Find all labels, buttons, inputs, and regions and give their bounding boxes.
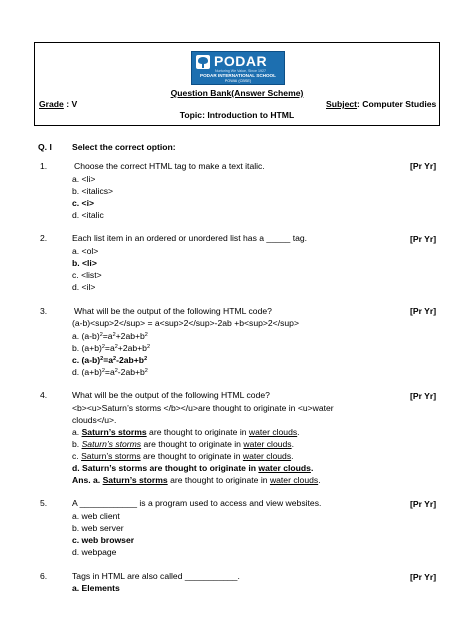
q4-answer-period: . <box>318 475 321 485</box>
q1-tag: [Pr Yr] <box>410 161 437 171</box>
q3-a-sup2: 2 <box>112 332 116 338</box>
q4-number: 4. <box>40 390 48 400</box>
q1-option-d: d. <italic <box>72 210 104 220</box>
q6-number: 6. <box>40 571 48 581</box>
q3-option-c-correct <box>72 355 147 366</box>
q4-answer-mid: are thought to originate in <box>167 475 270 485</box>
section-number: Q. I <box>38 142 52 152</box>
q4-d-prefix: d. <box>72 463 83 473</box>
q3-a-eq: =a <box>102 331 113 341</box>
q3-d-eq: =a <box>104 367 115 377</box>
q3-c-mid: -2ab+b <box>116 355 145 365</box>
q3-a-mid: +2ab+b <box>115 331 145 341</box>
q4-c-place: water clouds <box>242 451 292 461</box>
q3-option-b <box>72 343 150 354</box>
q1-option-c-correct: c. <i> <box>72 198 94 208</box>
q4-answer-place: water clouds <box>269 475 319 485</box>
q4-d-mid: are thought to originate in <box>147 463 259 473</box>
q4-d-subject: Saturn’s storms <box>82 463 148 473</box>
q5-option-d: d. webpage <box>72 547 117 557</box>
q4-text: What will be the output of the following HTML code? <box>72 390 270 400</box>
q3-option-d <box>72 367 148 378</box>
q3-d-sup1: 2 <box>101 368 105 374</box>
q3-b-sup2: 2 <box>114 344 118 350</box>
q2-number: 2. <box>40 233 48 243</box>
q1-number: 1. <box>40 161 48 171</box>
q4-answer <box>72 475 321 486</box>
q3-a-sup1: 2 <box>99 332 103 338</box>
logo-tagline: Nurturing We Value, Since 1927 <box>215 69 267 73</box>
q4-b-period: . <box>291 439 294 449</box>
q4-c-subject: Saturn’s storms <box>81 451 141 461</box>
q4-a-subject: Saturn’s storms <box>81 427 147 437</box>
q4-option-c <box>72 451 294 462</box>
q4-a-mid: are thought to originate in <box>146 427 249 437</box>
q3-c-term: c. (a-b) <box>72 355 101 365</box>
q4-b-subject: Saturn’s storms <box>81 439 142 449</box>
q3-tag: [Pr Yr] <box>410 306 437 316</box>
q3-c-sup2: 2 <box>113 356 117 362</box>
q3-b-sup3: 2 <box>146 344 151 350</box>
q5-tag: [Pr Yr] <box>410 499 437 509</box>
q2-text: Each list item in an ordered or unordered list has a _____ tag. <box>72 233 308 243</box>
q3-b-term: b. (a+b) <box>72 343 102 353</box>
q4-b-prefix: b. <box>72 439 82 449</box>
logo-name: PODAR <box>214 53 268 69</box>
q3-b-eq: =a <box>104 343 115 353</box>
q3-code: (a-b)<sup>2</sup> = a<sup>2</sup>-2ab +b<sup>2</sup> <box>72 318 299 328</box>
q3-option-a <box>72 331 148 342</box>
q2-option-b-correct: b. <li> <box>72 258 97 268</box>
q4-answer-subject: Saturn’s storms <box>102 475 168 485</box>
subject-label: Subject <box>326 99 358 109</box>
q4-c-prefix: c. <box>72 451 82 461</box>
q3-b-sup1: 2 <box>101 344 105 350</box>
logo-location: POWAI (CBSE) <box>224 79 252 83</box>
q4-tag: [Pr Yr] <box>410 391 437 401</box>
q3-number: 3. <box>40 306 48 316</box>
q4-option-d <box>72 463 313 474</box>
q3-c-sup3: 2 <box>144 356 148 362</box>
subject-value: : Computer Studies <box>357 99 437 109</box>
q6-option-a-correct: a. Elements <box>72 583 120 593</box>
q4-d-place: water clouds <box>258 463 311 473</box>
q6-text: Tags in HTML are also called ___________. <box>72 571 240 581</box>
grade-value: : V <box>63 99 78 109</box>
section-instruction: Select the correct option: <box>72 142 176 152</box>
q4-a-period: . <box>297 427 300 437</box>
q3-a-term: a. (a-b) <box>72 331 100 341</box>
q5-number: 5. <box>40 498 48 508</box>
q4-c-period: . <box>291 451 294 461</box>
q3-d-term: d. (a+b) <box>72 367 102 377</box>
q5-option-c-correct: c. web browser <box>72 535 135 545</box>
q3-a-sup3: 2 <box>144 332 148 338</box>
q4-c-mid: are thought to originate in <box>140 451 243 461</box>
q1-text: Choose the correct HTML tag to make a text italic. <box>74 161 265 171</box>
q4-code-line2: clouds</u>. <box>72 415 117 425</box>
q3-d-sup3: 2 <box>144 368 148 374</box>
q4-answer-prefix: Ans. a. <box>72 475 103 485</box>
q4-code-line1: <b><u>Saturn’s storms </b></u>are thought to originate in <u>water <box>72 403 334 413</box>
q4-b-mid: are thought to originate in <box>141 439 244 449</box>
subject-line <box>326 99 436 110</box>
q3-text: What will be the output of the following HTML code? <box>74 306 272 316</box>
q4-option-b <box>72 439 294 450</box>
q5-option-a: a. web client <box>72 511 120 521</box>
grade-line <box>39 99 77 110</box>
q3-c-sup1: 2 <box>100 356 104 362</box>
topic-line: Topic: Introduction to HTML <box>179 110 295 120</box>
school-logo <box>191 51 285 85</box>
q4-option-a <box>72 427 300 438</box>
tree-icon <box>196 55 210 69</box>
q5-text: A ____________ is a program used to access and view websites. <box>72 498 322 508</box>
q3-c-eq: =a <box>103 355 114 365</box>
q2-tag: [Pr Yr] <box>410 234 437 244</box>
q4-a-prefix: a. <box>72 427 82 437</box>
logo-school-name: PODAR INTERNATIONAL SCHOOL <box>200 73 276 78</box>
q4-d-period: . <box>310 463 314 473</box>
q3-d-mid: -2ab+b <box>117 367 145 377</box>
page-title: Question Bank(Answer Scheme) <box>170 88 304 98</box>
q4-b-place: water clouds <box>243 439 292 449</box>
q5-option-b: b. web server <box>72 523 124 533</box>
q4-a-place: water clouds <box>248 427 298 437</box>
q3-b-mid: +2ab+b <box>117 343 147 353</box>
q2-option-a: a. <ol> <box>72 246 99 256</box>
grade-label: Grade <box>39 99 64 109</box>
q6-tag: [Pr Yr] <box>410 572 437 582</box>
q2-option-d: d. <il> <box>72 282 96 292</box>
q2-option-c: c. <list> <box>72 270 102 280</box>
q1-option-b: b. <italics> <box>72 186 114 196</box>
q1-option-a: a. <li> <box>72 174 96 184</box>
q3-d-sup2: 2 <box>114 368 118 374</box>
